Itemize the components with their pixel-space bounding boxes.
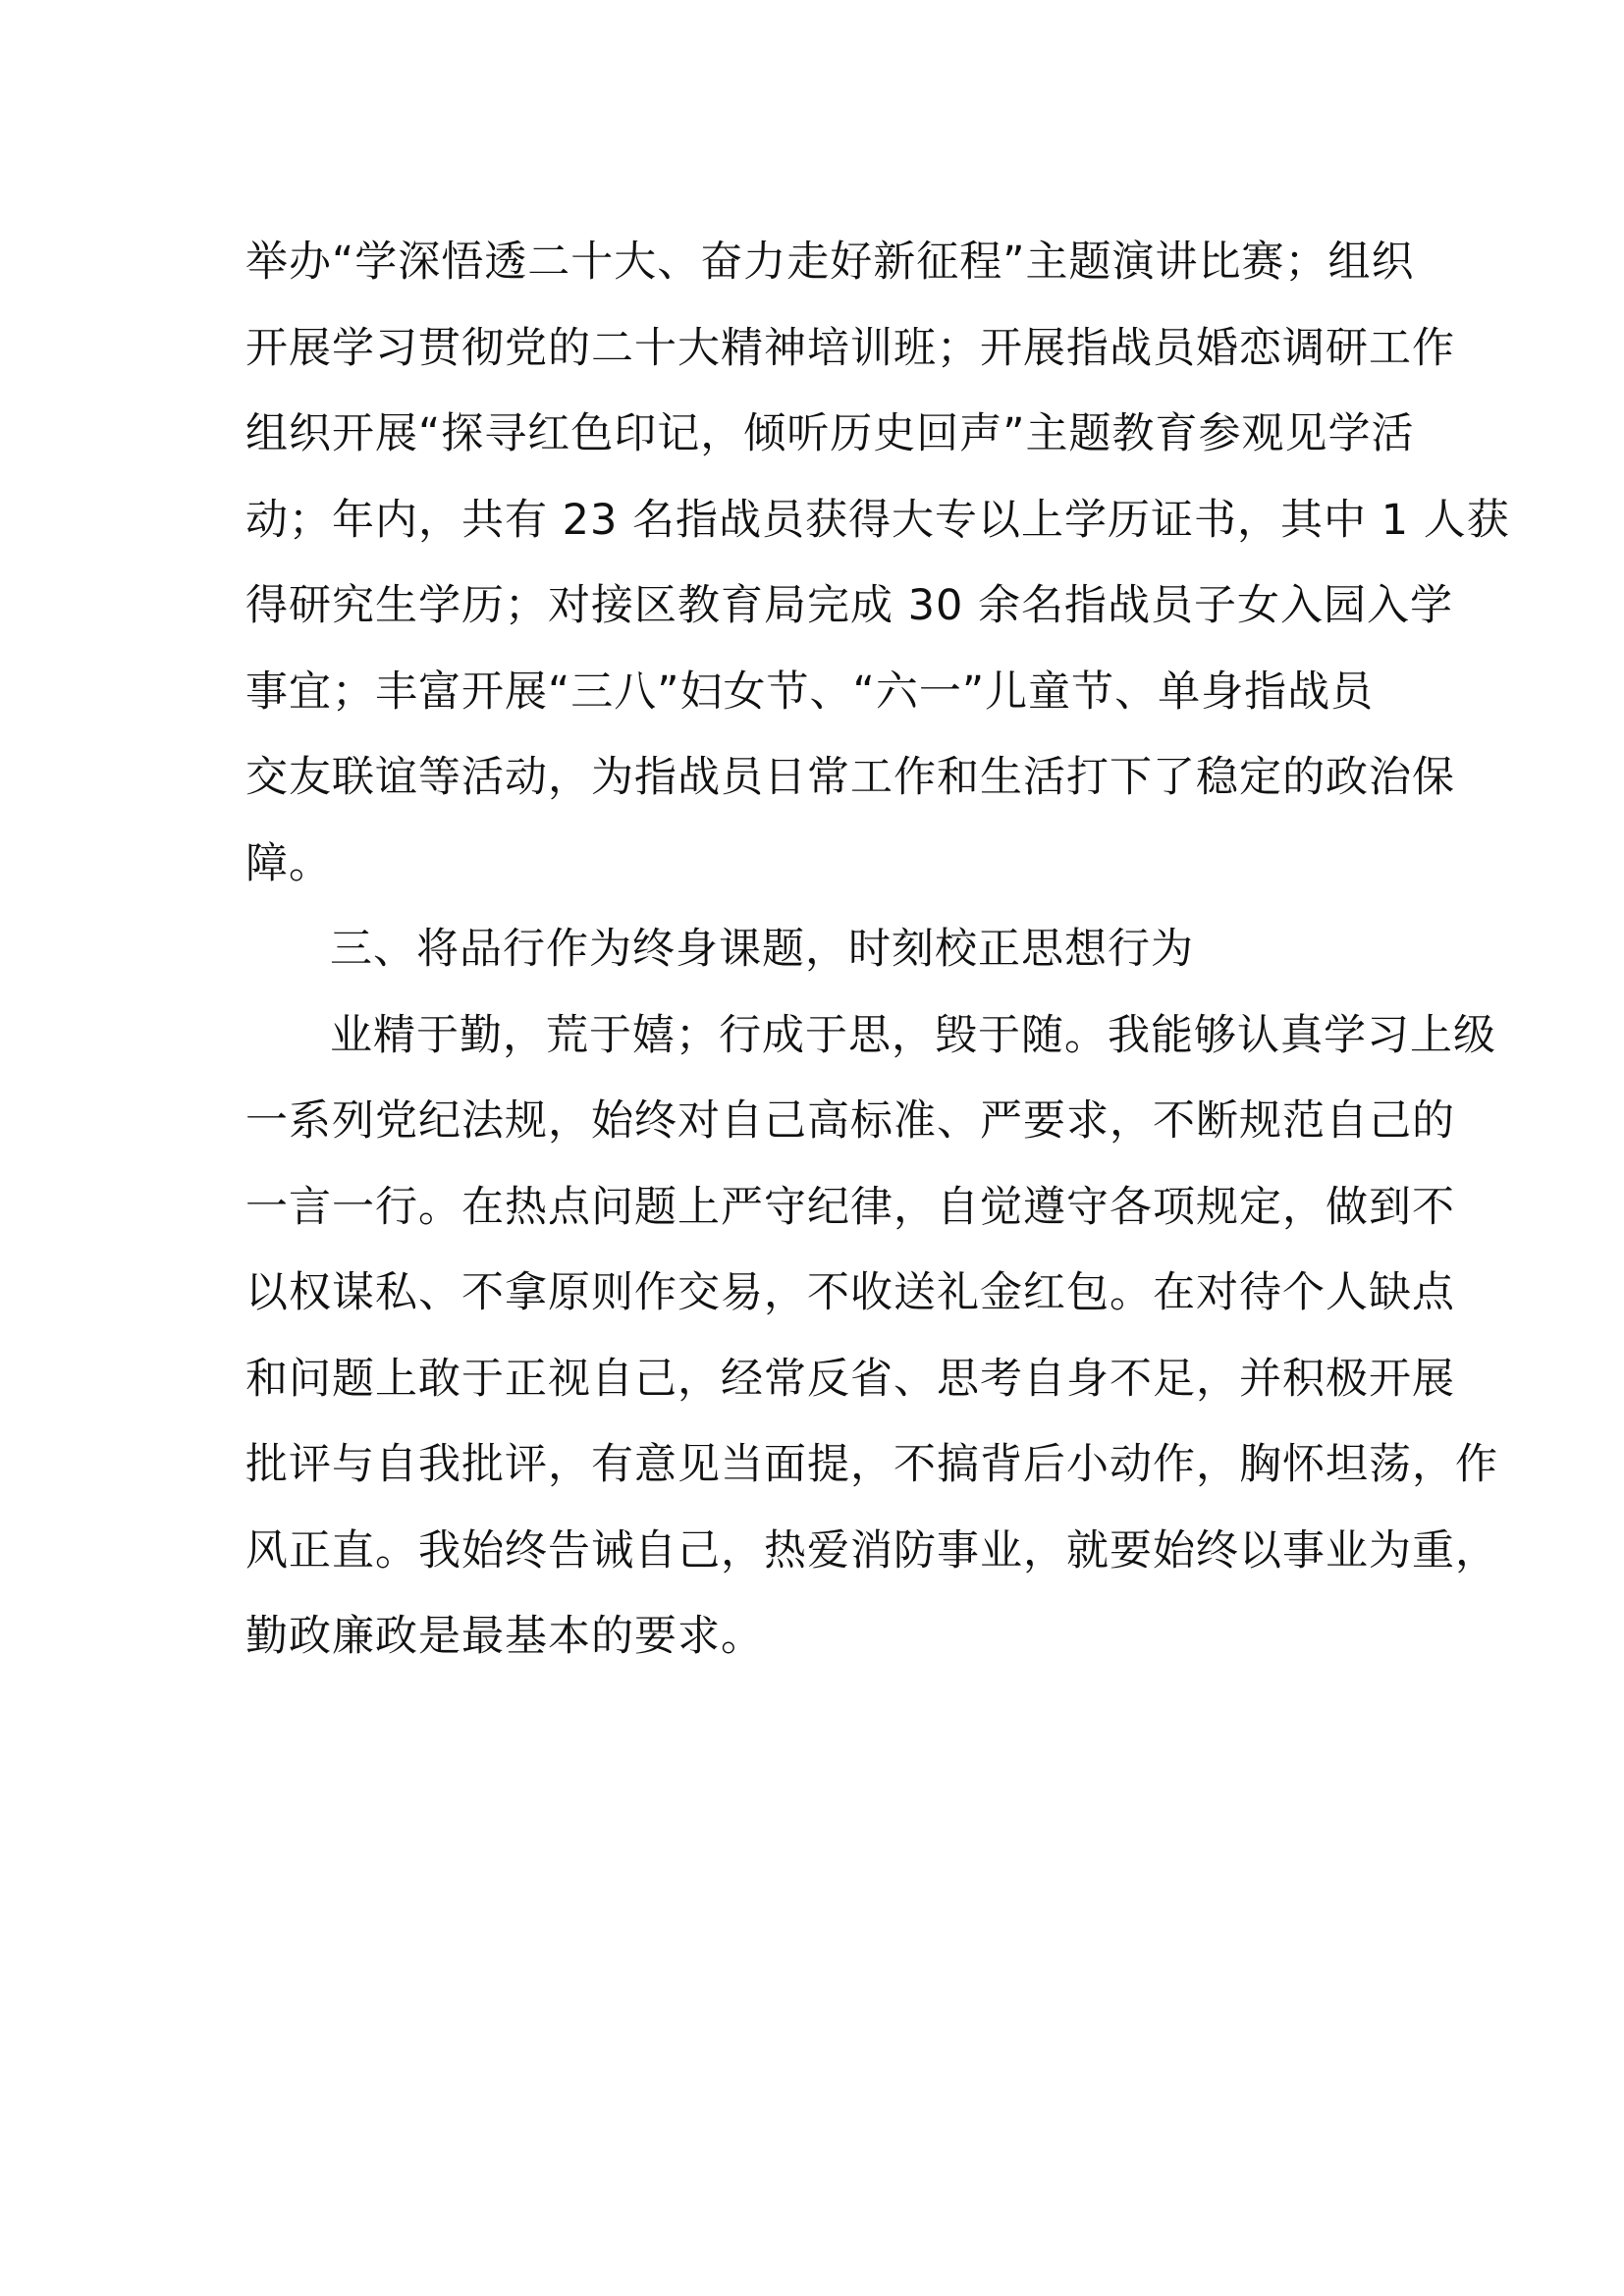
text-line: 障。 [245,838,332,888]
text-line: 和问题上敢于正视自己，经常反省、思考自身不足，并积极开展 [245,1354,1455,1404]
text-line: 一言一行。在热点问题上严守纪律，自觉遵守各项规定，做到不 [245,1182,1455,1232]
text-line: 动；年内，共有 23 名指战员获得大专以上学历证书，其中 1 人获 [245,495,1510,545]
paragraph-activities [245,220,1510,907]
text-line: 批评与自我批评，有意见当面提，不搞背后小动作，胸怀坦荡，作 [245,1440,1498,1489]
text-line: 组织开展“探寻红色印记，倾听历史回声”主题教育参观见学活 [245,409,1415,458]
text-line: 业精于勤，荒于嬉；行成于思，毁于随。我能够认真学习上级 [330,1010,1496,1060]
paragraph-conduct [245,993,1498,1681]
section-heading: 三、将品行作为终身课题，时刻校正思想行为 [330,925,1194,974]
text-line: 一系列党纪法规，始终对自己高标准、严要求，不断规范自己的 [245,1096,1455,1146]
text-line: 交友联谊等活动，为指战员日常工作和生活打下了稳定的政治保 [245,753,1455,802]
text-line: 以权谋私、不拿原则作交易，不收送礼金红包。在对待个人缺点 [245,1268,1455,1317]
text-line: 举办“学深悟透二十大、奋力走好新征程”主题演讲比赛；组织 [245,238,1415,287]
text-line: 事宜；丰富开展“三八”妇女节、“六一”儿童节、单身指战员 [245,667,1375,717]
text-line: 风正直。我始终告诫自己，热爱消防事业，就要始终以事业为重， [245,1525,1498,1575]
document-body [245,220,1510,1681]
text-line: 开展学习贯彻党的二十大精神培训班；开展指战员婚恋调研工作 [245,323,1455,373]
text-line: 得研究生学历；对接区教育局完成 30 余名指战员子女入园入学 [245,581,1454,630]
text-line: 勤政廉政是最基本的要求。 [245,1612,764,1661]
